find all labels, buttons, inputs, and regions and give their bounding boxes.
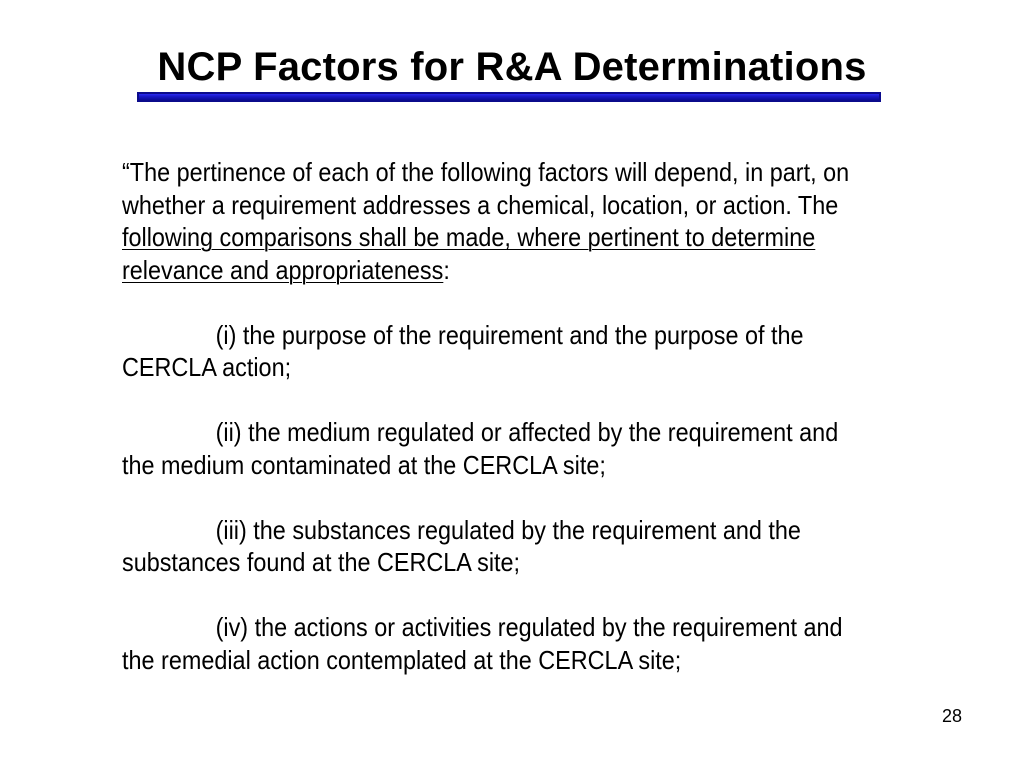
intro-underlined-text: following comparisons shall be made, where pertinent to determine relevance and appropriateness	[122, 222, 816, 285]
factor-item-iii	[122, 514, 860, 579]
factor-text: (i) the purpose of the requirement and the purpose of the CERCLA action;	[122, 319, 804, 382]
body-text	[122, 156, 860, 676]
factor-item-iv	[122, 611, 860, 676]
intro-paragraph	[122, 156, 860, 286]
intro-colon: :	[443, 254, 450, 285]
intro-text: “The pertinence of each of the following factors will depend, in part, on whether a requirement addresses a chemical, location, or action. The	[122, 157, 850, 220]
factor-text: (ii) the medium regulated or affected by the requirement and the medium contaminated at the CERCLA site;	[122, 417, 839, 480]
page-number: 28	[941, 706, 962, 726]
factor-item-ii	[122, 416, 860, 481]
factor-item-i	[122, 319, 860, 384]
factor-text: (iii) the substances regulated by the requirement and the substances found at the CERCLA site;	[122, 514, 801, 577]
title-underline-bar	[137, 92, 881, 102]
factor-text: (iv) the actions or activities regulated by the requirement and the remedial action contemplated at the CERCLA site;	[122, 612, 843, 675]
slide-title: NCP Factors for R&A Determinations	[157, 45, 867, 89]
